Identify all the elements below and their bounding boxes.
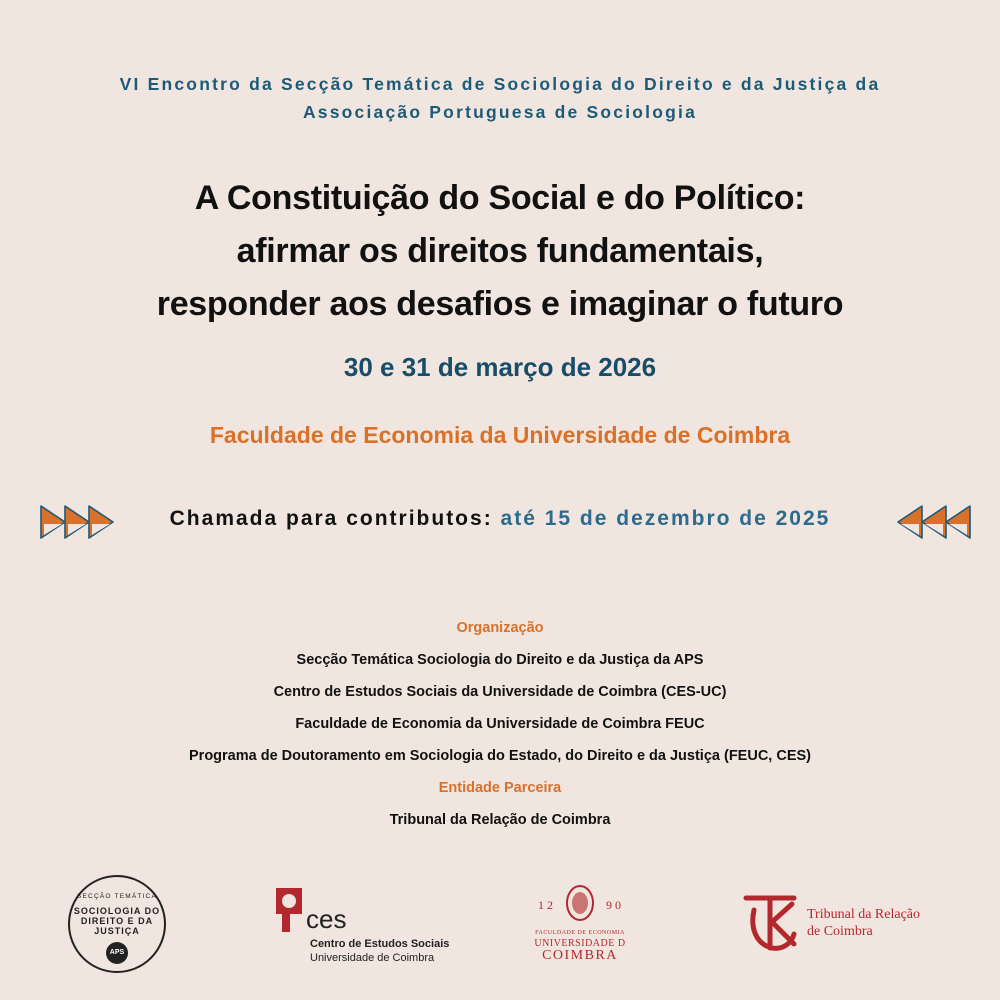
arrows-left-icon [893,500,973,544]
meeting-line-1: VI Encontro da Secção Temática de Sociologia do Direito e da Justiça da [119,74,881,94]
trc-logo [740,888,940,958]
meeting-line-2: Associação Portuguesa de Sociologia [302,102,698,122]
trc-line-1: Tribunal da Relação [807,907,921,922]
organizer-item: Secção Temática Sociologia do Direito e da Justiça da APS [296,652,704,668]
ces-university: Universidade de Coimbra [310,952,435,964]
ces-name: Centro de Estudos Sociais [310,938,450,950]
uc-year-left: 12 [538,898,556,912]
uc-faculty: FACULDADE DE ECONOMIA [535,930,625,936]
aps-badge: APS [106,942,128,964]
meeting-subtitle [0,70,1000,126]
uc-university: UNIVERSIDADE D [534,938,626,949]
event-dates: 30 e 31 de março de 2026 [343,352,657,382]
trc-line-2: de Coimbra [807,924,873,939]
sdj-logo-name [70,906,164,936]
sdj-logo [68,875,166,973]
partner-item: Tribunal da Relação de Coimbra [389,812,611,828]
sdj-logo-line-3: JUSTIÇA [94,926,140,936]
organization-heading: Organização [456,620,544,636]
title-line-1: A Constituição do Social e do Político: [194,179,806,217]
organizer-item: Faculdade de Economia da Universidade de Coimbra FEUC [295,716,705,732]
organizer-item: Programa de Doutoramento em Sociologia do Estado, do Direito e da Justiça (FEUC, CES) [189,748,811,764]
call-label: Chamada para contributos: [169,507,493,530]
uc-city: COIMBRA [542,948,618,963]
ces-logo [272,884,450,964]
organization-section [0,612,1000,836]
event-title [0,172,1000,331]
partner-heading: Entidade Parceira [438,780,562,796]
trc-monogram-icon [740,888,802,958]
sdj-logo-line-1: SOCIOLOGIA DO [73,906,161,916]
title-line-2: afirmar os direitos fundamentais, [236,232,764,270]
ces-word: ces [306,904,347,934]
trc-name [807,906,920,940]
uc-seal-icon [565,884,595,922]
call-deadline: até 15 de dezembro de 2025 [500,507,831,530]
organizer-item: Centro de Estudos Sociais da Universidade de Coimbra (CES-UC) [273,684,727,700]
uc-year-right: 90 [606,898,624,912]
title-line-3: responder aos desafios e imaginar o futuro [156,285,844,323]
sdj-logo-line-2: DIREITO E DA [80,916,154,926]
sdj-logo-top: SECÇÃO TEMÁTICA [76,893,157,900]
uc-feuc-logo [530,882,630,967]
event-venue: Faculdade de Economia da Universidade de Coimbra [209,422,791,448]
call-for-contributions [0,507,1000,531]
ces-mark-icon [272,884,306,936]
